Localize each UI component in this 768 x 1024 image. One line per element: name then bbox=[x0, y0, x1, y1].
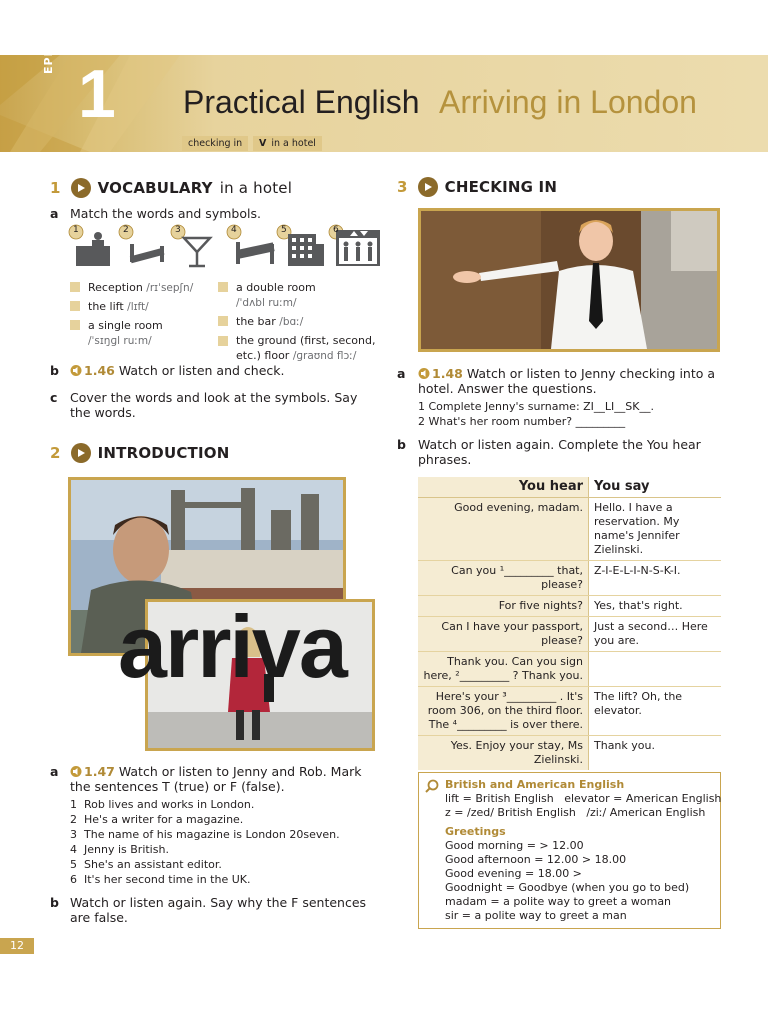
word-item[interactable] bbox=[218, 333, 378, 364]
word-item[interactable] bbox=[218, 280, 378, 311]
table-row bbox=[418, 617, 721, 652]
intro-a-text2: the sentences T (true) or F (false). bbox=[70, 779, 285, 794]
vocab-title: VOCABULARY bbox=[97, 179, 213, 197]
checking-b-letter: b bbox=[397, 437, 406, 452]
word-list-right bbox=[218, 280, 378, 364]
greeting-line: Good afternoon = 12.00 > 18.00 bbox=[445, 853, 627, 866]
cell-hear: Can I have your passport, please? bbox=[418, 617, 589, 652]
audio-track[interactable]: 1.46 bbox=[84, 363, 115, 378]
cell-hear[interactable]: Thank you. Can you sign here, ²_________ ? Thank you. bbox=[418, 652, 589, 687]
tag-vocab bbox=[253, 136, 322, 151]
magnifier-icon bbox=[425, 779, 439, 793]
checking-a-letter: a bbox=[397, 366, 406, 381]
british-american-box bbox=[418, 772, 721, 929]
vocab-b-instruction bbox=[70, 363, 284, 378]
cell-say: Hello. I have a reservation. My name's Jennifer Zielinski. bbox=[589, 498, 722, 561]
symbol-num-4: 4 bbox=[231, 225, 237, 235]
photo-hotel-receptionist bbox=[418, 208, 720, 352]
word-item[interactable] bbox=[70, 299, 220, 315]
phonetic: /rɪˈsepʃn/ bbox=[146, 282, 194, 294]
speaker-icon[interactable] bbox=[70, 365, 82, 376]
word-item[interactable] bbox=[218, 314, 378, 330]
checking-questions bbox=[418, 399, 718, 429]
vocab-number: 1 bbox=[50, 179, 61, 197]
list-item-text: Rob lives and works in London. bbox=[84, 798, 255, 811]
list-item-text: Jenny is British. bbox=[84, 843, 169, 856]
cell-say: Z-I-E-L-I-N-S-K-I. bbox=[589, 561, 722, 596]
vocab-c-letter: c bbox=[50, 390, 58, 405]
symbol-num-1: 1 bbox=[73, 225, 79, 235]
cell-say bbox=[589, 652, 722, 687]
word-list-left bbox=[70, 280, 220, 349]
greeting-line: madam = a polite way to greet a woman bbox=[445, 895, 672, 908]
greeting-line: Goodnight = Goodbye (when you go to bed) bbox=[445, 881, 690, 894]
audio-track[interactable]: 1.47 bbox=[84, 764, 115, 779]
episode-number: 1 bbox=[78, 56, 116, 132]
vocab-a-instruction: Match the words and symbols. bbox=[70, 206, 261, 221]
play-icon[interactable] bbox=[71, 443, 91, 463]
cell-hear: Yes. Enjoy your stay, Ms Zielinski. bbox=[418, 736, 589, 771]
intro-a-text1: Watch or listen to Jenny and Rob. Mark bbox=[118, 764, 362, 779]
checkbox[interactable] bbox=[218, 316, 228, 326]
checkbox[interactable] bbox=[218, 336, 228, 346]
intro-b-letter: b bbox=[50, 895, 59, 910]
cell-hear: For five nights? bbox=[418, 596, 589, 617]
checking-b-instruction: Watch or listen again. Complete the You hear phrases. bbox=[418, 437, 701, 467]
checking-title: CHECKING IN bbox=[444, 178, 558, 196]
checking-a-text: Watch or listen to Jenny checking into a hotel. Answer the questions. bbox=[418, 366, 716, 396]
table-row bbox=[418, 498, 721, 561]
table-row bbox=[418, 561, 721, 596]
speaker-icon[interactable] bbox=[70, 766, 82, 777]
list-item-text: The name of his magazine is London 20seven. bbox=[84, 828, 340, 841]
cell-hear[interactable]: Can you ¹_________ that, please? bbox=[418, 561, 589, 596]
word-text: a double room bbox=[236, 281, 316, 294]
phonetic: /ˈsɪŋɡl ruːm/ bbox=[88, 335, 152, 347]
cell-say: Just a second… Here you are. bbox=[589, 617, 722, 652]
checking-heading bbox=[397, 177, 557, 197]
list-item: 3 The name of his magazine is London 20seven. bbox=[70, 828, 340, 841]
audio-track[interactable]: 1.48 bbox=[432, 366, 463, 381]
vocab-b-text: Watch or listen and check. bbox=[118, 363, 285, 378]
cell-say: Yes, that's right. bbox=[589, 596, 722, 617]
checkbox[interactable] bbox=[70, 282, 80, 292]
checkbox[interactable] bbox=[218, 282, 228, 292]
col-you-hear: You hear bbox=[418, 477, 589, 498]
word-item[interactable] bbox=[70, 318, 220, 349]
symbol-num-2: 2 bbox=[123, 225, 129, 235]
box-line-1: lift = British English elevator = American English bbox=[445, 792, 722, 805]
cell-say: The lift? Oh, the elevator. bbox=[589, 687, 722, 736]
list-item: 5 She's an assistant editor. bbox=[70, 858, 222, 871]
symbol-num-3: 3 bbox=[175, 225, 181, 235]
word-text: the lift bbox=[88, 300, 124, 313]
vocab-a-letter: a bbox=[50, 206, 59, 221]
intro-number: 2 bbox=[50, 444, 61, 462]
box-line-2: z = /zed/ British English /ziː/ American English bbox=[445, 806, 706, 819]
list-item: 2 He's a writer for a magazine. bbox=[70, 813, 244, 826]
col-you-say: You say bbox=[589, 477, 722, 498]
cell-hear[interactable]: Here's your ³_________ . It's room 306, on the third floor. The ⁴_________ is over there. bbox=[418, 687, 589, 736]
question-2: 2 What's her room number? _________ bbox=[418, 415, 626, 428]
vocab-c-instruction: Cover the words and look at the symbols. Say the words. bbox=[70, 390, 358, 420]
list-item: 1 Rob lives and works in London. bbox=[70, 798, 255, 811]
intro-title: INTRODUCTION bbox=[97, 444, 230, 462]
list-item-text: She's an assistant editor. bbox=[84, 858, 222, 871]
phonetic: /ˈdʌbl ruːm/ bbox=[236, 297, 297, 309]
list-item: 6 It's her second time in the UK. bbox=[70, 873, 251, 886]
vocab-b-letter: b bbox=[50, 363, 59, 378]
vocab-subtitle: in a hotel bbox=[219, 179, 293, 197]
table-row bbox=[418, 736, 721, 771]
play-icon[interactable] bbox=[71, 178, 91, 198]
tag-vocab-text: in a hotel bbox=[271, 138, 316, 149]
symbol-num-5: 5 bbox=[281, 225, 287, 235]
tag-vocab-letter: V bbox=[259, 138, 267, 149]
cell-hear: Good evening, madam. bbox=[418, 498, 589, 561]
phonetic: /bɑː/ bbox=[279, 316, 304, 328]
dialogue-table bbox=[418, 477, 721, 770]
true-false-list bbox=[70, 797, 370, 887]
phonetic: /lɪft/ bbox=[127, 301, 149, 313]
intro-heading bbox=[50, 443, 229, 463]
table-header-row bbox=[418, 477, 721, 498]
word-text: the bar bbox=[236, 315, 276, 328]
page-number: 12 bbox=[0, 938, 34, 954]
arriva-sign-text: arriva bbox=[118, 597, 346, 696]
vocab-heading bbox=[50, 178, 292, 198]
hotel-symbols bbox=[68, 224, 388, 270]
question-1: 1 Complete Jenny's surname: ZI__LI__SK__. bbox=[418, 400, 654, 413]
greeting-line: Good evening = 18.00 > bbox=[445, 867, 582, 880]
phonetic: /ɡraʊnd flɔː/ bbox=[292, 350, 357, 362]
cell-say: Thank you. bbox=[594, 739, 655, 752]
symbol-num-6: 6 bbox=[333, 225, 339, 235]
greetings-title: Greetings bbox=[445, 825, 506, 838]
greeting-line: sir = a polite way to greet a man bbox=[445, 909, 627, 922]
checking-a-instruction bbox=[418, 366, 718, 396]
list-item: 4 Jenny is British. bbox=[70, 843, 169, 856]
page-subtitle: Arriving in London bbox=[439, 84, 697, 120]
intro-b-instruction: Watch or listen again. Say why the F sentences are false. bbox=[70, 895, 367, 925]
word-text: Reception bbox=[88, 281, 143, 294]
episode-label: EPISODE bbox=[42, 13, 55, 74]
play-icon[interactable] bbox=[418, 177, 438, 197]
checkbox[interactable] bbox=[70, 301, 80, 311]
word-item[interactable] bbox=[70, 280, 220, 296]
page-title: Practical English bbox=[183, 84, 420, 120]
tag-function-text: checking in bbox=[188, 138, 243, 149]
intro-a-instruction bbox=[70, 764, 370, 794]
list-item-text: It's her second time in the UK. bbox=[84, 873, 251, 886]
intro-a-letter: a bbox=[50, 764, 59, 779]
list-item-text: He's a writer for a magazine. bbox=[84, 813, 244, 826]
table-row bbox=[418, 652, 721, 687]
word-text: the ground (first, second, etc.) floor bbox=[236, 334, 376, 362]
photo-jenny-airport bbox=[118, 597, 375, 751]
greeting-line: Good morning = > 12.00 bbox=[445, 839, 584, 852]
tag-function bbox=[182, 136, 248, 151]
word-text: a single room bbox=[88, 319, 163, 332]
box-title: British and American English bbox=[445, 778, 625, 791]
speaker-icon[interactable] bbox=[418, 368, 430, 379]
table-row bbox=[418, 596, 721, 617]
table-row bbox=[418, 687, 721, 736]
checking-number: 3 bbox=[397, 178, 408, 196]
checkbox[interactable] bbox=[70, 320, 80, 330]
